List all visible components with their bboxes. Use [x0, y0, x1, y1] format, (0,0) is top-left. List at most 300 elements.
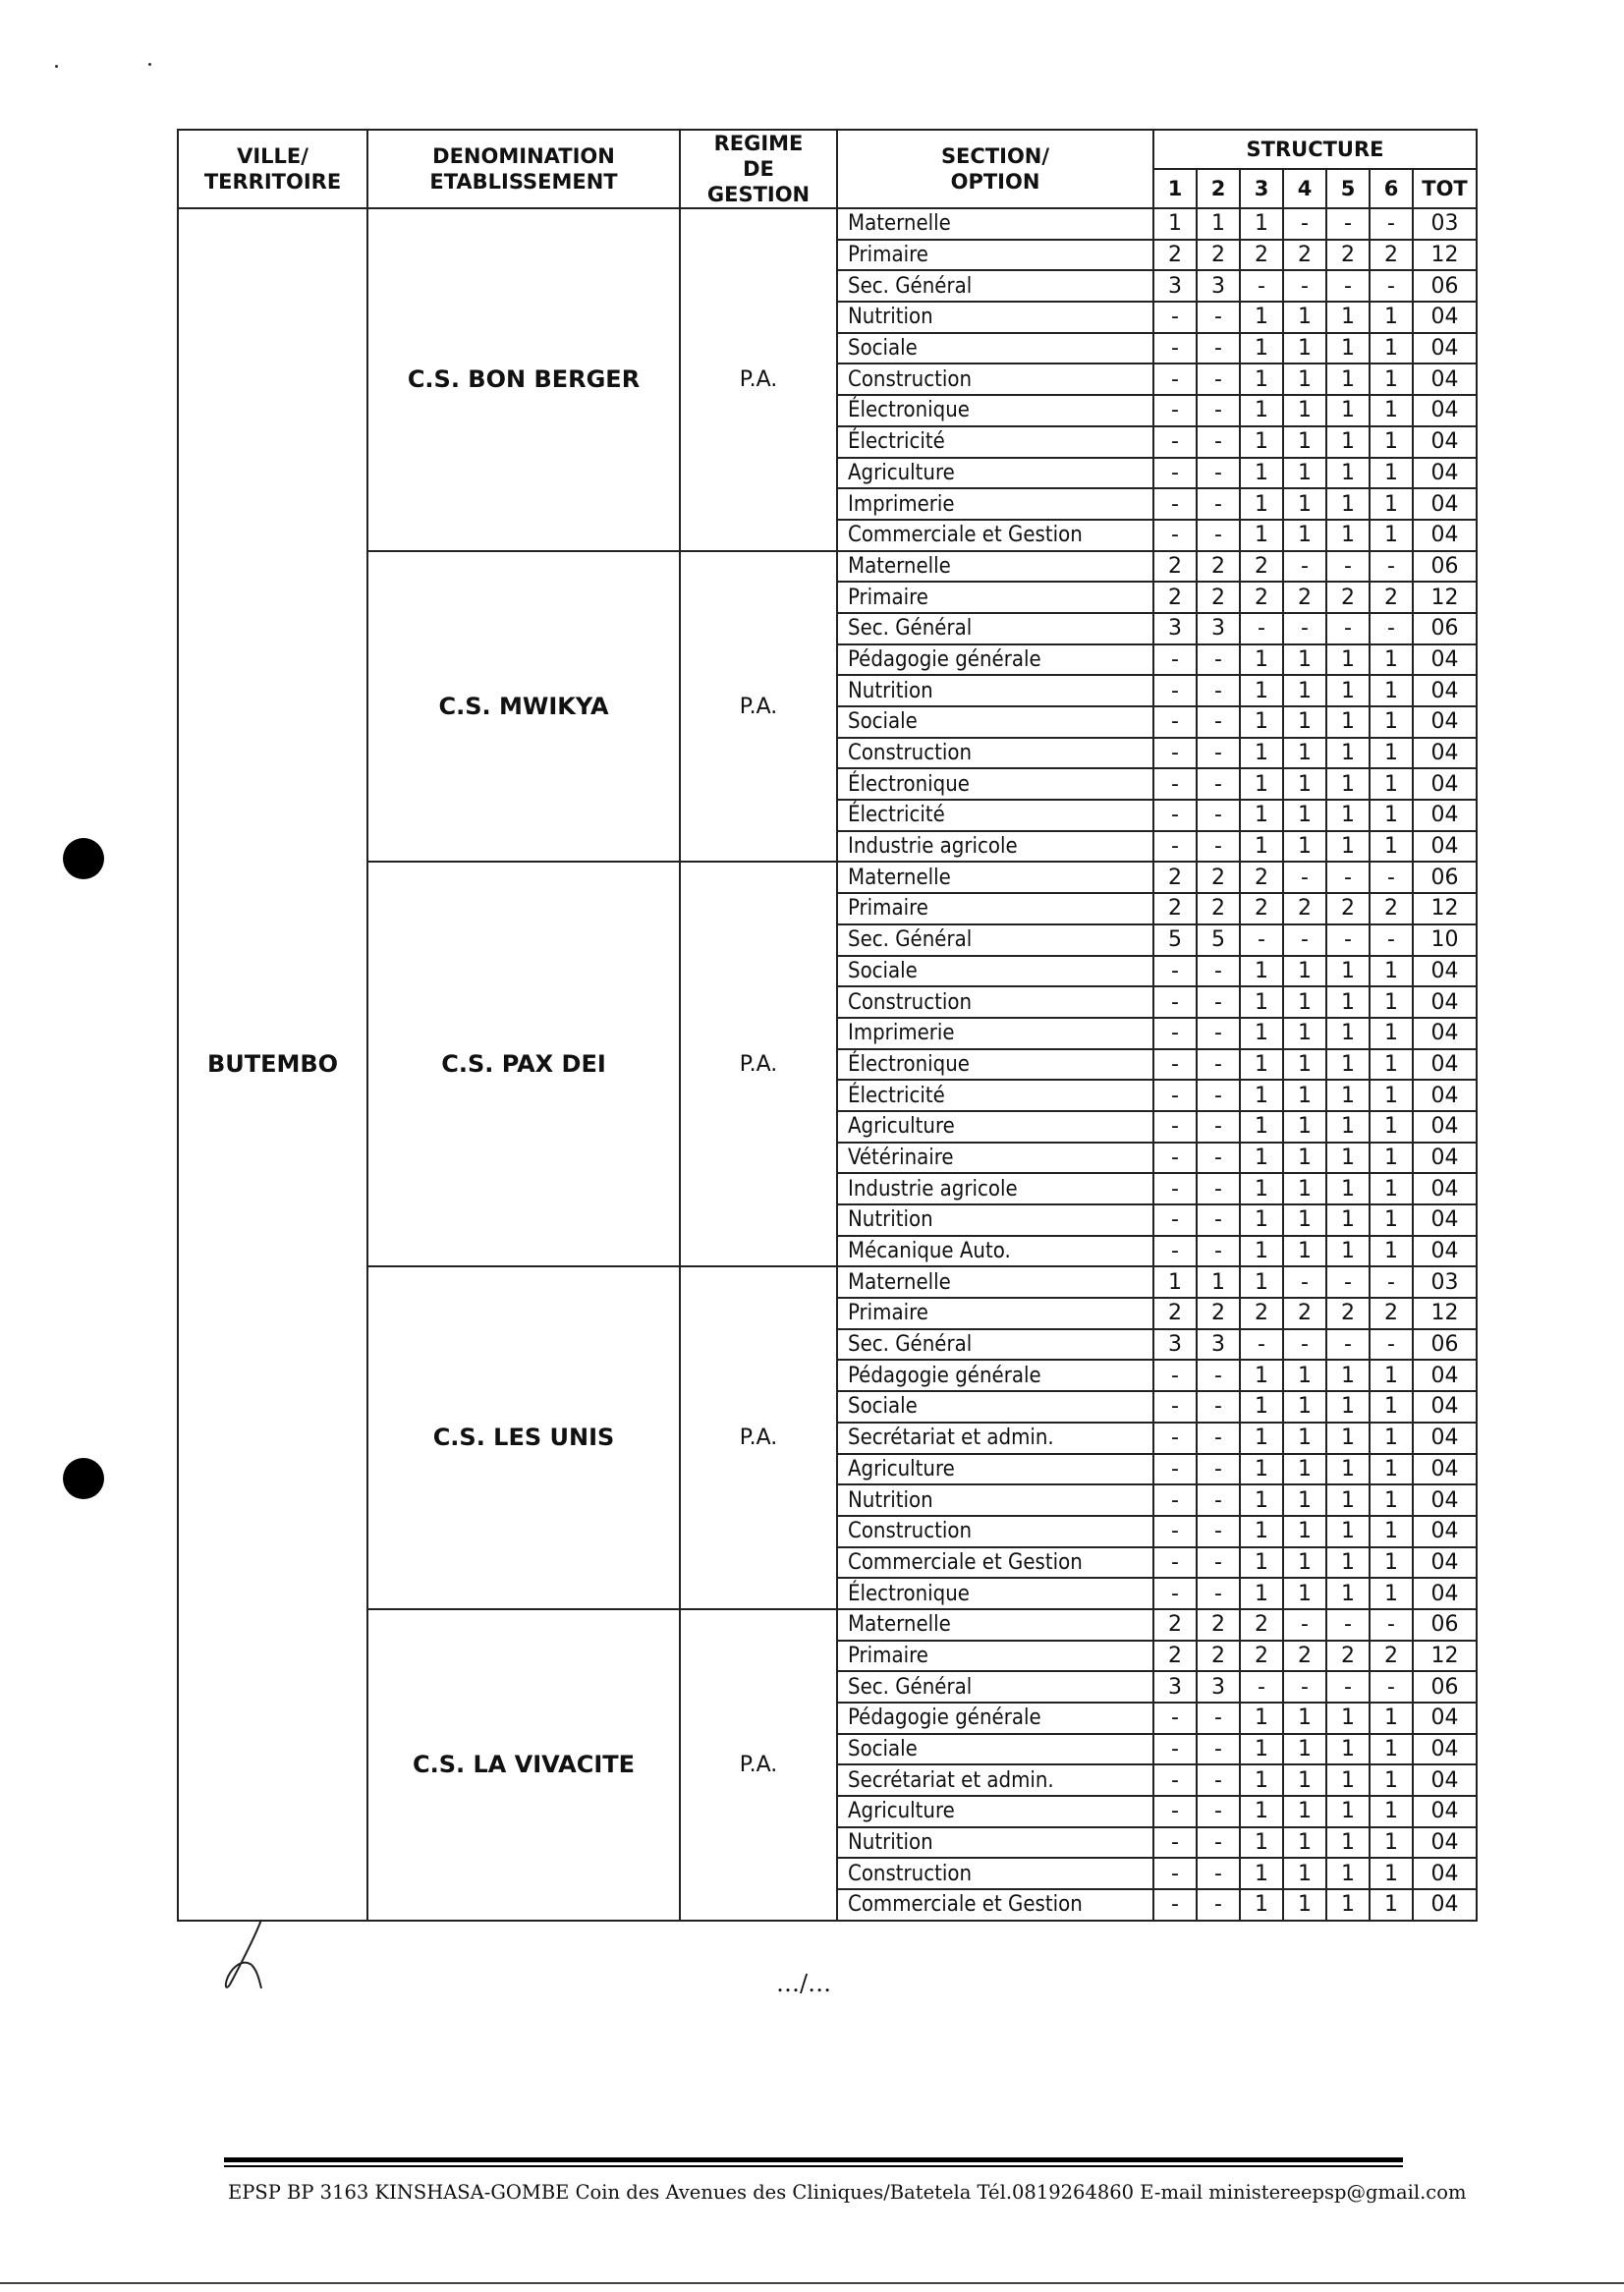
school-name-cell: C.S. MWIKYA — [367, 551, 680, 863]
total-cell: 04 — [1413, 738, 1477, 769]
structure-value-cell: 1 — [1197, 1266, 1240, 1298]
structure-value-cell: 2 — [1370, 582, 1413, 613]
structure-value-cell: - — [1153, 986, 1197, 1018]
structure-value-cell: 1 — [1370, 1080, 1413, 1111]
structure-value-cell: 2 — [1240, 240, 1283, 271]
table-row — [178, 862, 1477, 893]
structure-value-cell: - — [1153, 800, 1197, 831]
total-cell: 04 — [1413, 1111, 1477, 1143]
option-cell: Agriculture — [837, 1111, 1153, 1143]
structure-value-cell: - — [1153, 1111, 1197, 1143]
structure-value-cell: - — [1153, 520, 1197, 551]
structure-value-cell: - — [1197, 1889, 1240, 1921]
structure-value-cell: 3 — [1197, 1671, 1240, 1703]
total-cell: 04 — [1413, 1143, 1477, 1174]
option-cell: Nutrition — [837, 302, 1153, 333]
structure-value-cell: - — [1283, 1266, 1326, 1298]
structure-value-cell: 1 — [1326, 488, 1370, 520]
option-cell: Sociale — [837, 706, 1153, 738]
structure-value-cell: 2 — [1326, 1298, 1370, 1329]
option-cell: Sociale — [837, 333, 1153, 364]
structure-value-cell: - — [1197, 363, 1240, 395]
option-cell: Industrie agricole — [837, 831, 1153, 863]
structure-value-cell: - — [1153, 1796, 1197, 1827]
option-cell: Électricité — [837, 800, 1153, 831]
structure-value-cell: 1 — [1326, 426, 1370, 458]
structure-value-cell: 1 — [1326, 1827, 1370, 1859]
total-cell: 04 — [1413, 1049, 1477, 1081]
total-cell: 03 — [1413, 1266, 1477, 1298]
structure-value-cell: 1 — [1283, 1484, 1326, 1516]
option-cell: Nutrition — [837, 1827, 1153, 1859]
structure-value-cell: - — [1153, 333, 1197, 364]
total-cell: 06 — [1413, 1671, 1477, 1703]
option-cell: Sec. Général — [837, 1329, 1153, 1361]
structure-value-cell: - — [1153, 426, 1197, 458]
structure-value-cell: 1 — [1240, 520, 1283, 551]
structure-value-cell: 1 — [1283, 1391, 1326, 1423]
structure-value-cell: 1 — [1370, 1049, 1413, 1081]
structure-value-cell: 1 — [1240, 1889, 1283, 1921]
option-cell: Sociale — [837, 1391, 1153, 1423]
structure-value-cell: 1 — [1283, 956, 1326, 987]
structure-value-cell: - — [1326, 1671, 1370, 1703]
structure-value-cell: 1 — [1283, 831, 1326, 863]
structure-value-cell: 1 — [1326, 1018, 1370, 1049]
structure-value-cell: 1 — [1240, 1827, 1283, 1859]
schools-structure-table — [177, 129, 1478, 1922]
total-cell: 04 — [1413, 426, 1477, 458]
structure-value-cell: 1 — [1240, 1423, 1283, 1454]
structure-value-cell: 1 — [1326, 1080, 1370, 1111]
structure-value-cell: - — [1197, 1796, 1240, 1827]
structure-value-cell: - — [1197, 644, 1240, 676]
structure-value-cell: - — [1197, 1143, 1240, 1174]
structure-value-cell: 2 — [1153, 582, 1197, 613]
structure-value-cell: 1 — [1283, 1578, 1326, 1609]
structure-value-cell: 1 — [1326, 1578, 1370, 1609]
structure-value-cell: - — [1197, 1858, 1240, 1889]
structure-value-cell: 1 — [1370, 1391, 1413, 1423]
structure-value-cell: 1 — [1370, 1173, 1413, 1204]
option-cell: Industrie agricole — [837, 1173, 1153, 1204]
total-cell: 04 — [1413, 831, 1477, 863]
structure-value-cell: 1 — [1370, 1111, 1413, 1143]
structure-value-cell: 1 — [1283, 302, 1326, 333]
structure-value-cell: - — [1153, 1391, 1197, 1423]
header-col-6: 6 — [1370, 169, 1413, 208]
structure-value-cell: 1 — [1370, 520, 1413, 551]
structure-value-cell: 1 — [1240, 1080, 1283, 1111]
structure-value-cell: - — [1326, 1329, 1370, 1361]
structure-value-cell: - — [1153, 1578, 1197, 1609]
structure-value-cell: 1 — [1326, 1547, 1370, 1579]
option-cell: Construction — [837, 738, 1153, 769]
structure-value-cell: 1 — [1370, 768, 1413, 800]
structure-value-cell: 2 — [1326, 582, 1370, 613]
structure-value-cell: - — [1326, 551, 1370, 583]
structure-value-cell: 1 — [1370, 1547, 1413, 1579]
structure-value-cell: - — [1153, 1484, 1197, 1516]
total-cell: 04 — [1413, 956, 1477, 987]
option-cell: Agriculture — [837, 1796, 1153, 1827]
total-cell: 06 — [1413, 1609, 1477, 1641]
structure-value-cell: - — [1370, 862, 1413, 893]
header-col-4: 4 — [1283, 169, 1326, 208]
structure-value-cell: - — [1197, 426, 1240, 458]
structure-value-cell: - — [1153, 1080, 1197, 1111]
structure-value-cell: - — [1197, 956, 1240, 987]
structure-value-cell: 1 — [1326, 800, 1370, 831]
structure-value-cell: - — [1197, 1734, 1240, 1765]
structure-value-cell: 1 — [1240, 1173, 1283, 1204]
structure-value-cell: 1 — [1283, 1360, 1326, 1391]
structure-value-cell: - — [1197, 1703, 1240, 1734]
structure-value-cell: - — [1153, 488, 1197, 520]
option-cell: Imprimerie — [837, 488, 1153, 520]
structure-value-cell: 1 — [1240, 644, 1283, 676]
structure-value-cell: - — [1197, 1204, 1240, 1236]
structure-value-cell: 1 — [1326, 1391, 1370, 1423]
structure-value-cell: - — [1153, 1889, 1197, 1921]
structure-value-cell: 1 — [1240, 738, 1283, 769]
structure-value-cell: 2 — [1283, 1298, 1326, 1329]
structure-value-cell: - — [1153, 768, 1197, 800]
structure-value-cell: 2 — [1283, 582, 1326, 613]
structure-value-cell: 1 — [1240, 1266, 1283, 1298]
structure-value-cell: 1 — [1283, 1516, 1326, 1547]
structure-value-cell: 1 — [1370, 1143, 1413, 1174]
total-cell: 04 — [1413, 1734, 1477, 1765]
total-cell: 12 — [1413, 1298, 1477, 1329]
structure-value-cell: 2 — [1153, 1641, 1197, 1672]
structure-value-cell: - — [1197, 1236, 1240, 1267]
structure-value-cell: 2 — [1197, 240, 1240, 271]
total-cell: 06 — [1413, 862, 1477, 893]
structure-value-cell: - — [1153, 1423, 1197, 1454]
structure-value-cell: 1 — [1326, 520, 1370, 551]
structure-value-cell: 2 — [1283, 893, 1326, 924]
structure-value-cell: 1 — [1240, 986, 1283, 1018]
continuation-mark: …/… — [776, 1970, 832, 1997]
structure-value-cell: 1 — [1283, 1049, 1326, 1081]
structure-value-cell: 2 — [1326, 240, 1370, 271]
structure-value-cell: - — [1197, 738, 1240, 769]
structure-value-cell: - — [1197, 675, 1240, 706]
structure-value-cell: 3 — [1197, 613, 1240, 644]
structure-value-cell: 2 — [1197, 1641, 1240, 1672]
structure-value-cell: 1 — [1370, 1423, 1413, 1454]
structure-value-cell: 1 — [1283, 426, 1326, 458]
structure-value-cell: 1 — [1326, 1484, 1370, 1516]
structure-value-cell: 2 — [1153, 551, 1197, 583]
option-cell: Maternelle — [837, 862, 1153, 893]
structure-value-cell: - — [1153, 458, 1197, 489]
regime-cell: P.A. — [680, 1266, 837, 1609]
total-cell: 12 — [1413, 240, 1477, 271]
structure-value-cell: 2 — [1326, 1641, 1370, 1672]
structure-value-cell: - — [1370, 924, 1413, 956]
structure-value-cell: 1 — [1370, 1204, 1413, 1236]
total-cell: 04 — [1413, 768, 1477, 800]
footer-rule — [224, 2157, 1403, 2162]
total-cell: 04 — [1413, 1578, 1477, 1609]
structure-value-cell: - — [1197, 1360, 1240, 1391]
option-cell: Imprimerie — [837, 1018, 1153, 1049]
regime-cell: P.A. — [680, 208, 837, 551]
option-cell: Primaire — [837, 893, 1153, 924]
structure-value-cell: 1 — [1283, 1858, 1326, 1889]
total-cell: 04 — [1413, 363, 1477, 395]
structure-value-cell: 2 — [1326, 893, 1370, 924]
structure-value-cell: 1 — [1240, 956, 1283, 987]
structure-value-cell: 1 — [1283, 800, 1326, 831]
structure-value-cell: 2 — [1153, 862, 1197, 893]
structure-value-cell: 1 — [1283, 1703, 1326, 1734]
structure-value-cell: 1 — [1240, 302, 1283, 333]
total-cell: 04 — [1413, 1360, 1477, 1391]
structure-value-cell: 1 — [1283, 1454, 1326, 1485]
structure-value-cell: 1 — [1240, 768, 1283, 800]
total-cell: 04 — [1413, 1827, 1477, 1859]
structure-value-cell: - — [1153, 738, 1197, 769]
option-cell: Secrétariat et admin. — [837, 1423, 1153, 1454]
structure-value-cell: 2 — [1283, 1641, 1326, 1672]
total-cell: 04 — [1413, 644, 1477, 676]
structure-value-cell: - — [1153, 1858, 1197, 1889]
structure-value-cell: 1 — [1283, 363, 1326, 395]
structure-value-cell: - — [1197, 1547, 1240, 1579]
structure-value-cell: - — [1197, 768, 1240, 800]
structure-value-cell: 1 — [1370, 1018, 1413, 1049]
structure-value-cell: 1 — [1240, 395, 1283, 426]
structure-value-cell: 1 — [1326, 1143, 1370, 1174]
structure-value-cell: 1 — [1283, 1143, 1326, 1174]
structure-value-cell: - — [1153, 1204, 1197, 1236]
footer-rule-thin — [224, 2165, 1403, 2167]
structure-value-cell: - — [1283, 1671, 1326, 1703]
structure-value-cell: 1 — [1326, 302, 1370, 333]
structure-value-cell: 1 — [1326, 738, 1370, 769]
structure-value-cell: 1 — [1283, 675, 1326, 706]
option-cell: Électronique — [837, 1578, 1153, 1609]
structure-value-cell: 1 — [1326, 363, 1370, 395]
structure-value-cell: 1 — [1240, 426, 1283, 458]
structure-value-cell: 1 — [1370, 675, 1413, 706]
structure-value-cell: 1 — [1283, 333, 1326, 364]
structure-value-cell: 1 — [1370, 1360, 1413, 1391]
structure-value-cell: - — [1197, 1484, 1240, 1516]
structure-value-cell: 1 — [1326, 333, 1370, 364]
structure-value-cell: - — [1283, 613, 1326, 644]
structure-value-cell: 2 — [1370, 893, 1413, 924]
header-col-5: 5 — [1326, 169, 1370, 208]
structure-value-cell: 1 — [1326, 1049, 1370, 1081]
total-cell: 04 — [1413, 1889, 1477, 1921]
total-cell: 04 — [1413, 1764, 1477, 1796]
total-cell: 04 — [1413, 1858, 1477, 1889]
option-cell: Primaire — [837, 582, 1153, 613]
structure-value-cell: 1 — [1326, 644, 1370, 676]
structure-value-cell: - — [1240, 270, 1283, 302]
option-cell: Électronique — [837, 1049, 1153, 1081]
structure-value-cell: 1 — [1370, 1858, 1413, 1889]
structure-value-cell: 1 — [1326, 1734, 1370, 1765]
structure-value-cell: 2 — [1197, 862, 1240, 893]
school-name-cell: C.S. LA VIVACITE — [367, 1609, 680, 1921]
structure-value-cell: 1 — [1326, 1516, 1370, 1547]
total-cell: 06 — [1413, 1329, 1477, 1361]
structure-value-cell: 2 — [1153, 893, 1197, 924]
structure-value-cell: 1 — [1283, 1204, 1326, 1236]
option-cell: Construction — [837, 363, 1153, 395]
structure-value-cell: 1 — [1283, 1764, 1326, 1796]
option-cell: Électricité — [837, 426, 1153, 458]
structure-value-cell: 1 — [1326, 768, 1370, 800]
school-name-cell: C.S. LES UNIS — [367, 1266, 680, 1609]
header-col-tot: TOT — [1413, 169, 1477, 208]
header-col-2: 2 — [1197, 169, 1240, 208]
structure-value-cell: 1 — [1326, 706, 1370, 738]
option-cell: Sec. Général — [837, 613, 1153, 644]
structure-value-cell: 5 — [1197, 924, 1240, 956]
structure-value-cell: 1 — [1370, 1578, 1413, 1609]
structure-value-cell: - — [1370, 551, 1413, 583]
option-cell: Mécanique Auto. — [837, 1236, 1153, 1267]
total-cell: 04 — [1413, 1547, 1477, 1579]
structure-value-cell: 2 — [1197, 1609, 1240, 1641]
structure-value-cell: 1 — [1370, 1516, 1413, 1547]
structure-value-cell: 3 — [1153, 1329, 1197, 1361]
structure-value-cell: - — [1240, 1671, 1283, 1703]
structure-value-cell: 1 — [1326, 986, 1370, 1018]
structure-value-cell: 1 — [1283, 458, 1326, 489]
total-cell: 04 — [1413, 1173, 1477, 1204]
schools-table-container — [177, 129, 1476, 1922]
structure-value-cell: 1 — [1240, 488, 1283, 520]
total-cell: 06 — [1413, 551, 1477, 583]
total-cell: 04 — [1413, 1080, 1477, 1111]
structure-value-cell: 1 — [1240, 208, 1283, 240]
structure-value-cell: - — [1153, 395, 1197, 426]
structure-value-cell: 1 — [1283, 1827, 1326, 1859]
structure-value-cell: - — [1197, 458, 1240, 489]
option-cell: Sociale — [837, 1734, 1153, 1765]
option-cell: Maternelle — [837, 208, 1153, 240]
option-cell: Pédagogie générale — [837, 1703, 1153, 1734]
structure-value-cell: 1 — [1240, 1143, 1283, 1174]
structure-value-cell: 1 — [1370, 986, 1413, 1018]
structure-value-cell: - — [1153, 1547, 1197, 1579]
option-cell: Construction — [837, 1516, 1153, 1547]
structure-value-cell: - — [1197, 800, 1240, 831]
structure-value-cell: 1 — [1283, 1796, 1326, 1827]
structure-value-cell: - — [1153, 1018, 1197, 1049]
structure-value-cell: 1 — [1370, 644, 1413, 676]
structure-value-cell: - — [1197, 1578, 1240, 1609]
structure-value-cell: 1 — [1197, 208, 1240, 240]
structure-value-cell: 1 — [1326, 1796, 1370, 1827]
structure-value-cell: 1 — [1370, 302, 1413, 333]
structure-value-cell: 1 — [1240, 1734, 1283, 1765]
total-cell: 04 — [1413, 1423, 1477, 1454]
structure-value-cell: 1 — [1370, 956, 1413, 987]
structure-value-cell: 1 — [1240, 1858, 1283, 1889]
scan-speck — [55, 65, 58, 68]
structure-value-cell: - — [1326, 862, 1370, 893]
table-row — [178, 1609, 1477, 1641]
structure-value-cell: 1 — [1370, 831, 1413, 863]
structure-value-cell: - — [1153, 831, 1197, 863]
total-cell: 04 — [1413, 333, 1477, 364]
structure-value-cell: 1 — [1240, 1236, 1283, 1267]
structure-value-cell: 2 — [1370, 1298, 1413, 1329]
structure-value-cell: - — [1370, 1671, 1413, 1703]
structure-value-cell: 2 — [1197, 893, 1240, 924]
option-cell: Sec. Général — [837, 270, 1153, 302]
table-row — [178, 208, 1477, 240]
option-cell: Commerciale et Gestion — [837, 1889, 1153, 1921]
structure-value-cell: 2 — [1197, 1298, 1240, 1329]
regime-cell: P.A. — [680, 862, 837, 1266]
structure-value-cell: 1 — [1326, 1858, 1370, 1889]
page-bottom-rule — [0, 2282, 1624, 2284]
structure-value-cell: 1 — [1370, 1889, 1413, 1921]
structure-value-cell: 1 — [1283, 644, 1326, 676]
structure-value-cell: 1 — [1370, 738, 1413, 769]
structure-value-cell: - — [1153, 363, 1197, 395]
binder-hole-bottom — [63, 1458, 104, 1499]
signature-initial — [216, 1916, 295, 1994]
total-cell: 12 — [1413, 893, 1477, 924]
structure-value-cell: 1 — [1370, 1796, 1413, 1827]
option-cell: Primaire — [837, 1298, 1153, 1329]
structure-value-cell: - — [1197, 1423, 1240, 1454]
structure-value-cell: - — [1370, 1329, 1413, 1361]
option-cell: Construction — [837, 1858, 1153, 1889]
structure-value-cell: 1 — [1283, 1423, 1326, 1454]
structure-value-cell: 1 — [1283, 706, 1326, 738]
total-cell: 04 — [1413, 1391, 1477, 1423]
header-denomination: DENOMINATION ETABLISSEMENT — [367, 130, 680, 208]
structure-value-cell: - — [1197, 520, 1240, 551]
structure-value-cell: 1 — [1240, 1111, 1283, 1143]
structure-value-cell: 1 — [1370, 800, 1413, 831]
structure-value-cell: - — [1153, 706, 1197, 738]
structure-value-cell: - — [1370, 1266, 1413, 1298]
header-ville: VILLE/ TERRITOIRE — [178, 130, 367, 208]
structure-value-cell: 2 — [1240, 862, 1283, 893]
structure-value-cell: 1 — [1240, 675, 1283, 706]
total-cell: 04 — [1413, 1796, 1477, 1827]
total-cell: 04 — [1413, 302, 1477, 333]
structure-value-cell: - — [1153, 1173, 1197, 1204]
structure-value-cell: - — [1283, 551, 1326, 583]
structure-value-cell: 2 — [1240, 1609, 1283, 1641]
structure-value-cell: - — [1197, 302, 1240, 333]
structure-value-cell: 2 — [1240, 1641, 1283, 1672]
structure-value-cell: - — [1153, 1516, 1197, 1547]
total-cell: 04 — [1413, 458, 1477, 489]
structure-value-cell: 1 — [1370, 1484, 1413, 1516]
header-col-1: 1 — [1153, 169, 1197, 208]
structure-value-cell: - — [1283, 862, 1326, 893]
structure-value-cell: 1 — [1240, 1484, 1283, 1516]
structure-value-cell: 1 — [1240, 1578, 1283, 1609]
structure-value-cell: 1 — [1240, 458, 1283, 489]
option-cell: Sociale — [837, 956, 1153, 987]
option-cell: Pédagogie générale — [837, 1360, 1153, 1391]
